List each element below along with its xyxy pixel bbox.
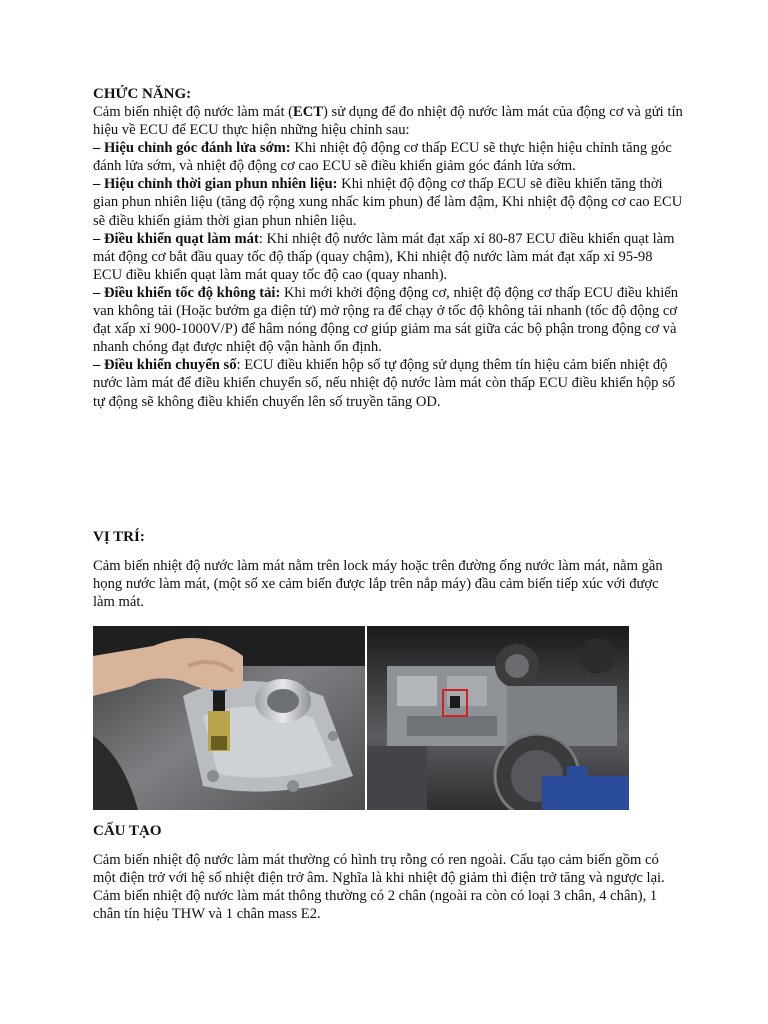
item-text: Khi nhiệt độ động cơ thấp ECU sẽ thực hiện hiệu chỉnh tăng góc đánh lửa sớm, và nhiệt độ động cơ cao ECU sẽ điều khiển giảm góc đánh lửa sớm. [93,140,672,175]
photo-engine-location [367,626,629,810]
location-text: Cảm biến nhiệt độ nước làm mát nằm trên lock máy hoặc trên đường ống nước làm mát, nằm gần họng nước làm mát, (một số xe cảm biến được lắp trên nắp máy) đầu cảm biến tiếp xúc với được làm mát. [93,558,663,611]
function-intro [93,103,683,139]
section-structure [93,822,683,923]
structure-text: Cảm biến nhiệt độ nước làm mát thường có hình trụ rỗng có ren ngoài. Cấu tạo cảm biến gồm có một điện trở với hệ số nhiệt điện trở âm. Nghĩa là khi nhiệt độ giảm thì điện trở tăng và ngược lại. Cảm biến nhiệt độ nước làm mát thông thường có 2 chân (ngoài ra còn có loại 3 chân, 4 chân), 1 chân tín hiệu THW và 1 chân mass E2. [93,852,665,923]
photo-engine-location-image [367,626,629,810]
item-text: : ECU điều khiển hộp số tự động sử dụng thêm tín hiệu cảm biến nhiệt độ nước làm mát để điều khiển chuyển số, nếu nhiệt độ nước làm mát còn thấp ECU điều khiển hộp số tự động sẽ không điều khiển chuyển lên số truyền tăng OD. [93,357,676,410]
photo-sensor-in-hand [93,626,365,810]
item-text: : Khi nhiệt độ nước làm mát đạt xấp xỉ 80-87 ECU điều khiển quạt làm mát động cơ bắt đầu quay tốc độ thấp (quay chậm), Khi nhiệt độ nước làm mát đạt xấp xỉ 95-98 ECU điều khiển quạt làm mát quay tốc độ cao (quay nhanh). [93,230,675,283]
function-item [93,284,683,356]
intro-text-a: Cảm biến nhiệt độ nước làm mát ( [93,104,294,120]
heading-function: CHỨC NĂNG: [93,86,192,102]
heading-structure: CẤU TẠO [93,823,162,839]
section-function [93,85,683,411]
intro-ect: ECT [293,104,324,120]
item-text: Khi mới khởi động động cơ, nhiệt độ động cơ thấp ECU điều khiển van không tải (Hoặc bướm ga điện tử) mở rộng ra để chạy ở tốc độ không tải nhanh (tốc độ động cơ đạt xấp xỉ 900-1000V/P) để hâm nóng động cơ giúp giảm ma sát giữa các bộ phận trong động cơ và nhanh chóng đạt được nhiệt độ vận hành ổn định. [93,284,679,356]
function-item [93,139,683,175]
item-title: – Hiệu chỉnh góc đánh lửa sớm: [93,140,291,157]
photo-sensor-in-hand-image [93,626,365,810]
function-item [93,230,683,284]
item-title: – Điều khiển chuyển số [93,357,237,374]
heading-location: VỊ TRÍ: [93,529,145,545]
section-location [93,528,683,611]
intro-text-c: ) sử dụng để đo nhiệt độ nước làm mát của động cơ và gửi tín hiệu về ECU để ECU thực hiện những hiệu chỉnh sau: [93,104,683,139]
photo-row [93,626,629,810]
item-title: – Điều khiển tốc độ không tải: [93,284,281,301]
item-title: – Điều khiển quạt làm mát [93,230,259,247]
function-item [93,175,683,229]
function-item [93,356,683,410]
item-title: – Hiệu chỉnh thời gian phun nhiên liệu: [93,176,338,193]
item-text: Khi nhiệt độ động cơ thấp ECU sẽ điều khiển tăng thời gian phun nhiên liệu (tăng độ rộng xung nhấc kim phun) để làm đậm, Khi nhiệt độ động cơ cao ECU sẽ điều khiển giảm thời gian phun nhiên liệu. [93,176,683,229]
